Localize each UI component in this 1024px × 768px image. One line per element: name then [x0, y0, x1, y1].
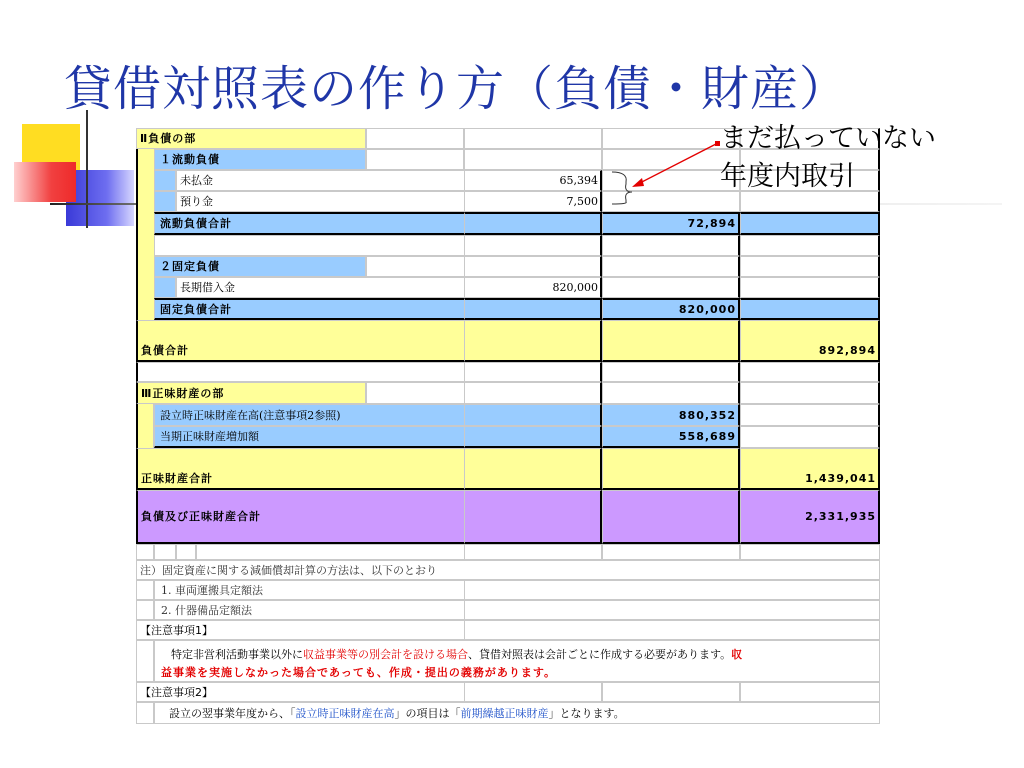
caution-1-obligation: 益事業を実施しなかった場合であっても、作成・提出の義務があります。	[161, 666, 557, 679]
deposits-label: 預り金	[176, 191, 466, 212]
net-assets-increase-value: 558,689	[602, 426, 740, 448]
net-assets-total-value: 1,439,041	[740, 448, 880, 490]
initial-net-assets-label: 設立時正味財産在高(注意事項2参照)	[154, 404, 466, 426]
slide-title: 貸借対照表の作り方（負債・財産）	[64, 61, 849, 117]
grand-total-value: 2,331,935	[740, 490, 880, 544]
fixed-total-label: 固定負債合計	[154, 298, 466, 320]
red-arrow-line	[634, 144, 716, 186]
net-assets-increase-label: 当期正味財産増加額	[154, 426, 466, 448]
caution-2-old-term: 設立時正味財産在高	[295, 706, 395, 720]
accrued-label: 未払金	[176, 170, 466, 191]
annotation-line-1: まだ払っていない	[720, 123, 936, 154]
deposits-value: 7,500	[464, 191, 602, 212]
current-total-value: 72,894	[602, 212, 740, 235]
long-term-loan-value: 820,000	[464, 277, 602, 298]
depreciation-note: 注）固定資産に関する減価償却計算の方法は、以下のとおり	[136, 560, 880, 580]
caution-2-new-term: 前期繰越正味財産	[460, 706, 549, 720]
current-total-label: 流動負債合計	[154, 212, 466, 235]
annotation-line-2: 年度内取引	[720, 161, 855, 192]
net-assets-section-label: Ⅲ正味財産の部	[136, 382, 366, 404]
net-assets-total-label: 正味財産合計	[136, 448, 466, 490]
accrued-value: 65,394	[464, 170, 602, 191]
caution-1-part-a: 特定非営利活動事業以外に	[171, 648, 303, 661]
caution-1-emphasis: 収益事業等の別会計を設ける場合	[303, 648, 468, 661]
depreciation-item-1: 1. 車両運搬具定額法	[154, 580, 466, 600]
caution-1-part-c: 、貸借対照表は会計ごとに作成する必要があります。	[468, 648, 732, 661]
depreciation-item-2: 2. 什器備品定額法	[154, 600, 466, 620]
caution-1-part-d: 収	[731, 648, 743, 661]
initial-net-assets-value: 880,352	[602, 404, 740, 426]
brace-icon	[612, 172, 632, 204]
caution-2-part-a: 設立の翌事業年度から、「	[169, 706, 296, 720]
fixed-liabilities-label: ２固定負債	[154, 256, 366, 277]
caution-2-part-c: 」の項目は「	[394, 706, 461, 720]
grand-total-label: 負債及び正味財産合計	[136, 490, 466, 544]
liabilities-total-value: 892,894	[740, 320, 880, 362]
current-liabilities-label: １流動負債	[154, 149, 366, 170]
caution-2-header: 【注意事項2】	[136, 682, 466, 702]
caution-2-part-e: 」となります。	[548, 706, 625, 720]
arrow-tail-dot	[715, 141, 720, 146]
liabilities-total-label: 負債合計	[136, 320, 466, 362]
liabilities-section-label: Ⅱ負債の部	[136, 128, 366, 149]
arrow-head-icon	[632, 178, 644, 187]
long-term-loan-label: 長期借入金	[176, 277, 466, 298]
caution-1-header: 【注意事項1】	[136, 620, 466, 640]
fixed-total-value: 820,000	[602, 298, 740, 320]
